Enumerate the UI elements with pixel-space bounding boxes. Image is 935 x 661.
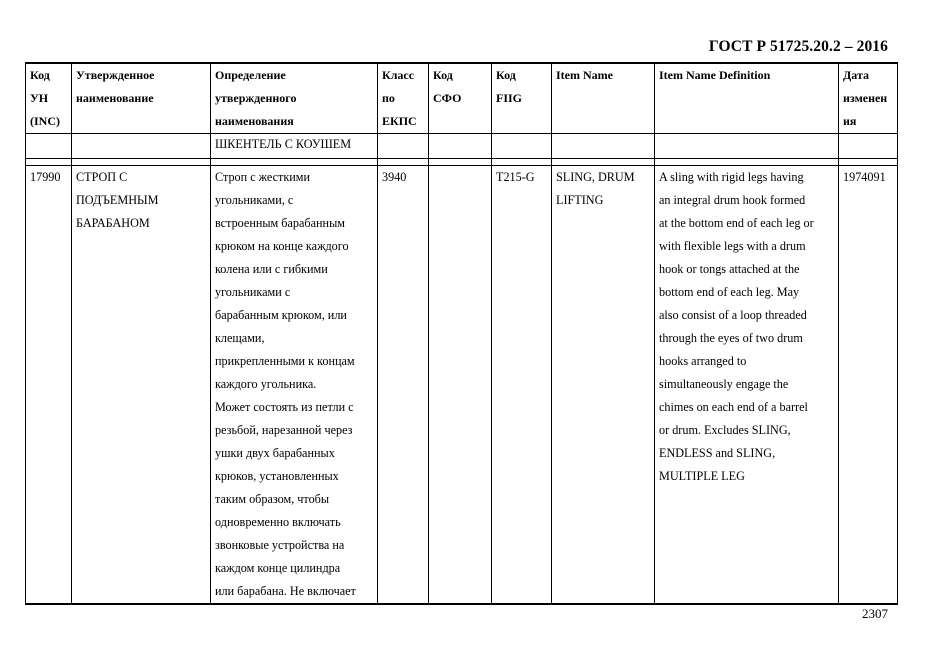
document-standard-id: ГОСТ Р 51725.20.2 – 2016 <box>708 38 888 55</box>
cell-class-ekps: 3940 <box>378 166 429 605</box>
spacer-row <box>26 159 898 166</box>
cell-change-date: 1974091 <box>839 166 898 605</box>
header-row <box>26 63 898 134</box>
cell-definition: Строп с жесткими угольниками, с встроенным барабанным крюком на конце каждого колена или с гибкими угольниками с барабанным крюком, или клещами, прикрепленными к концам каждого угольника. Может состоять из петли с резьбой, нарезанной через ушки двух барабанных крюков, установленных таким образом, чтобы одновременно включать звонковые устройства на каждом конце цилиндра или барабана. Не включает <box>211 166 378 605</box>
header-change-date: Дата изменен ия <box>839 63 898 134</box>
cell-item-name-definition: A sling with rigid legs having an integral drum hook formed at the bottom end of each leg or with flexible legs with a drum hook or tongs attached at the bottom end of each leg. May also consist of a loop threaded through the eyes of two drum hooks arranged to simultaneously engage the chimes on each end of a barrel or drum. Excludes SLING, ENDLESS and SLING, MULTIPLE LEG <box>655 166 839 605</box>
cell-approved-name: СТРОП С ПОДЪЕМНЫМ БАРАБАНОМ <box>72 166 211 605</box>
cell-sfo-code <box>429 166 492 605</box>
header-sfo-code: Код СФО <box>429 63 492 134</box>
nomenclature-table <box>25 62 898 605</box>
cell-inc: 17990 <box>26 166 72 605</box>
cell-item-name: SLING, DRUM LIFTING <box>552 166 655 605</box>
header-approved-name: Утвержденное наименование <box>72 63 211 134</box>
cell-fiig: T215-G <box>492 166 552 605</box>
header-definition: Определение утвержденного наименования <box>211 63 378 134</box>
continuation-text: ШКЕНТЕЛЬ С КОУШЕМ <box>211 134 378 159</box>
continuation-row <box>26 134 898 159</box>
header-inc: Код УН (INC) <box>26 63 72 134</box>
table-row <box>26 166 898 605</box>
page-number: 2307 <box>862 606 888 621</box>
header-fiig: Код FIIG <box>492 63 552 134</box>
header-item-name-definition: Item Name Definition <box>655 63 839 134</box>
header-class-ekps: Класс по ЕКПС <box>378 63 429 134</box>
header-item-name: Item Name <box>552 63 655 134</box>
